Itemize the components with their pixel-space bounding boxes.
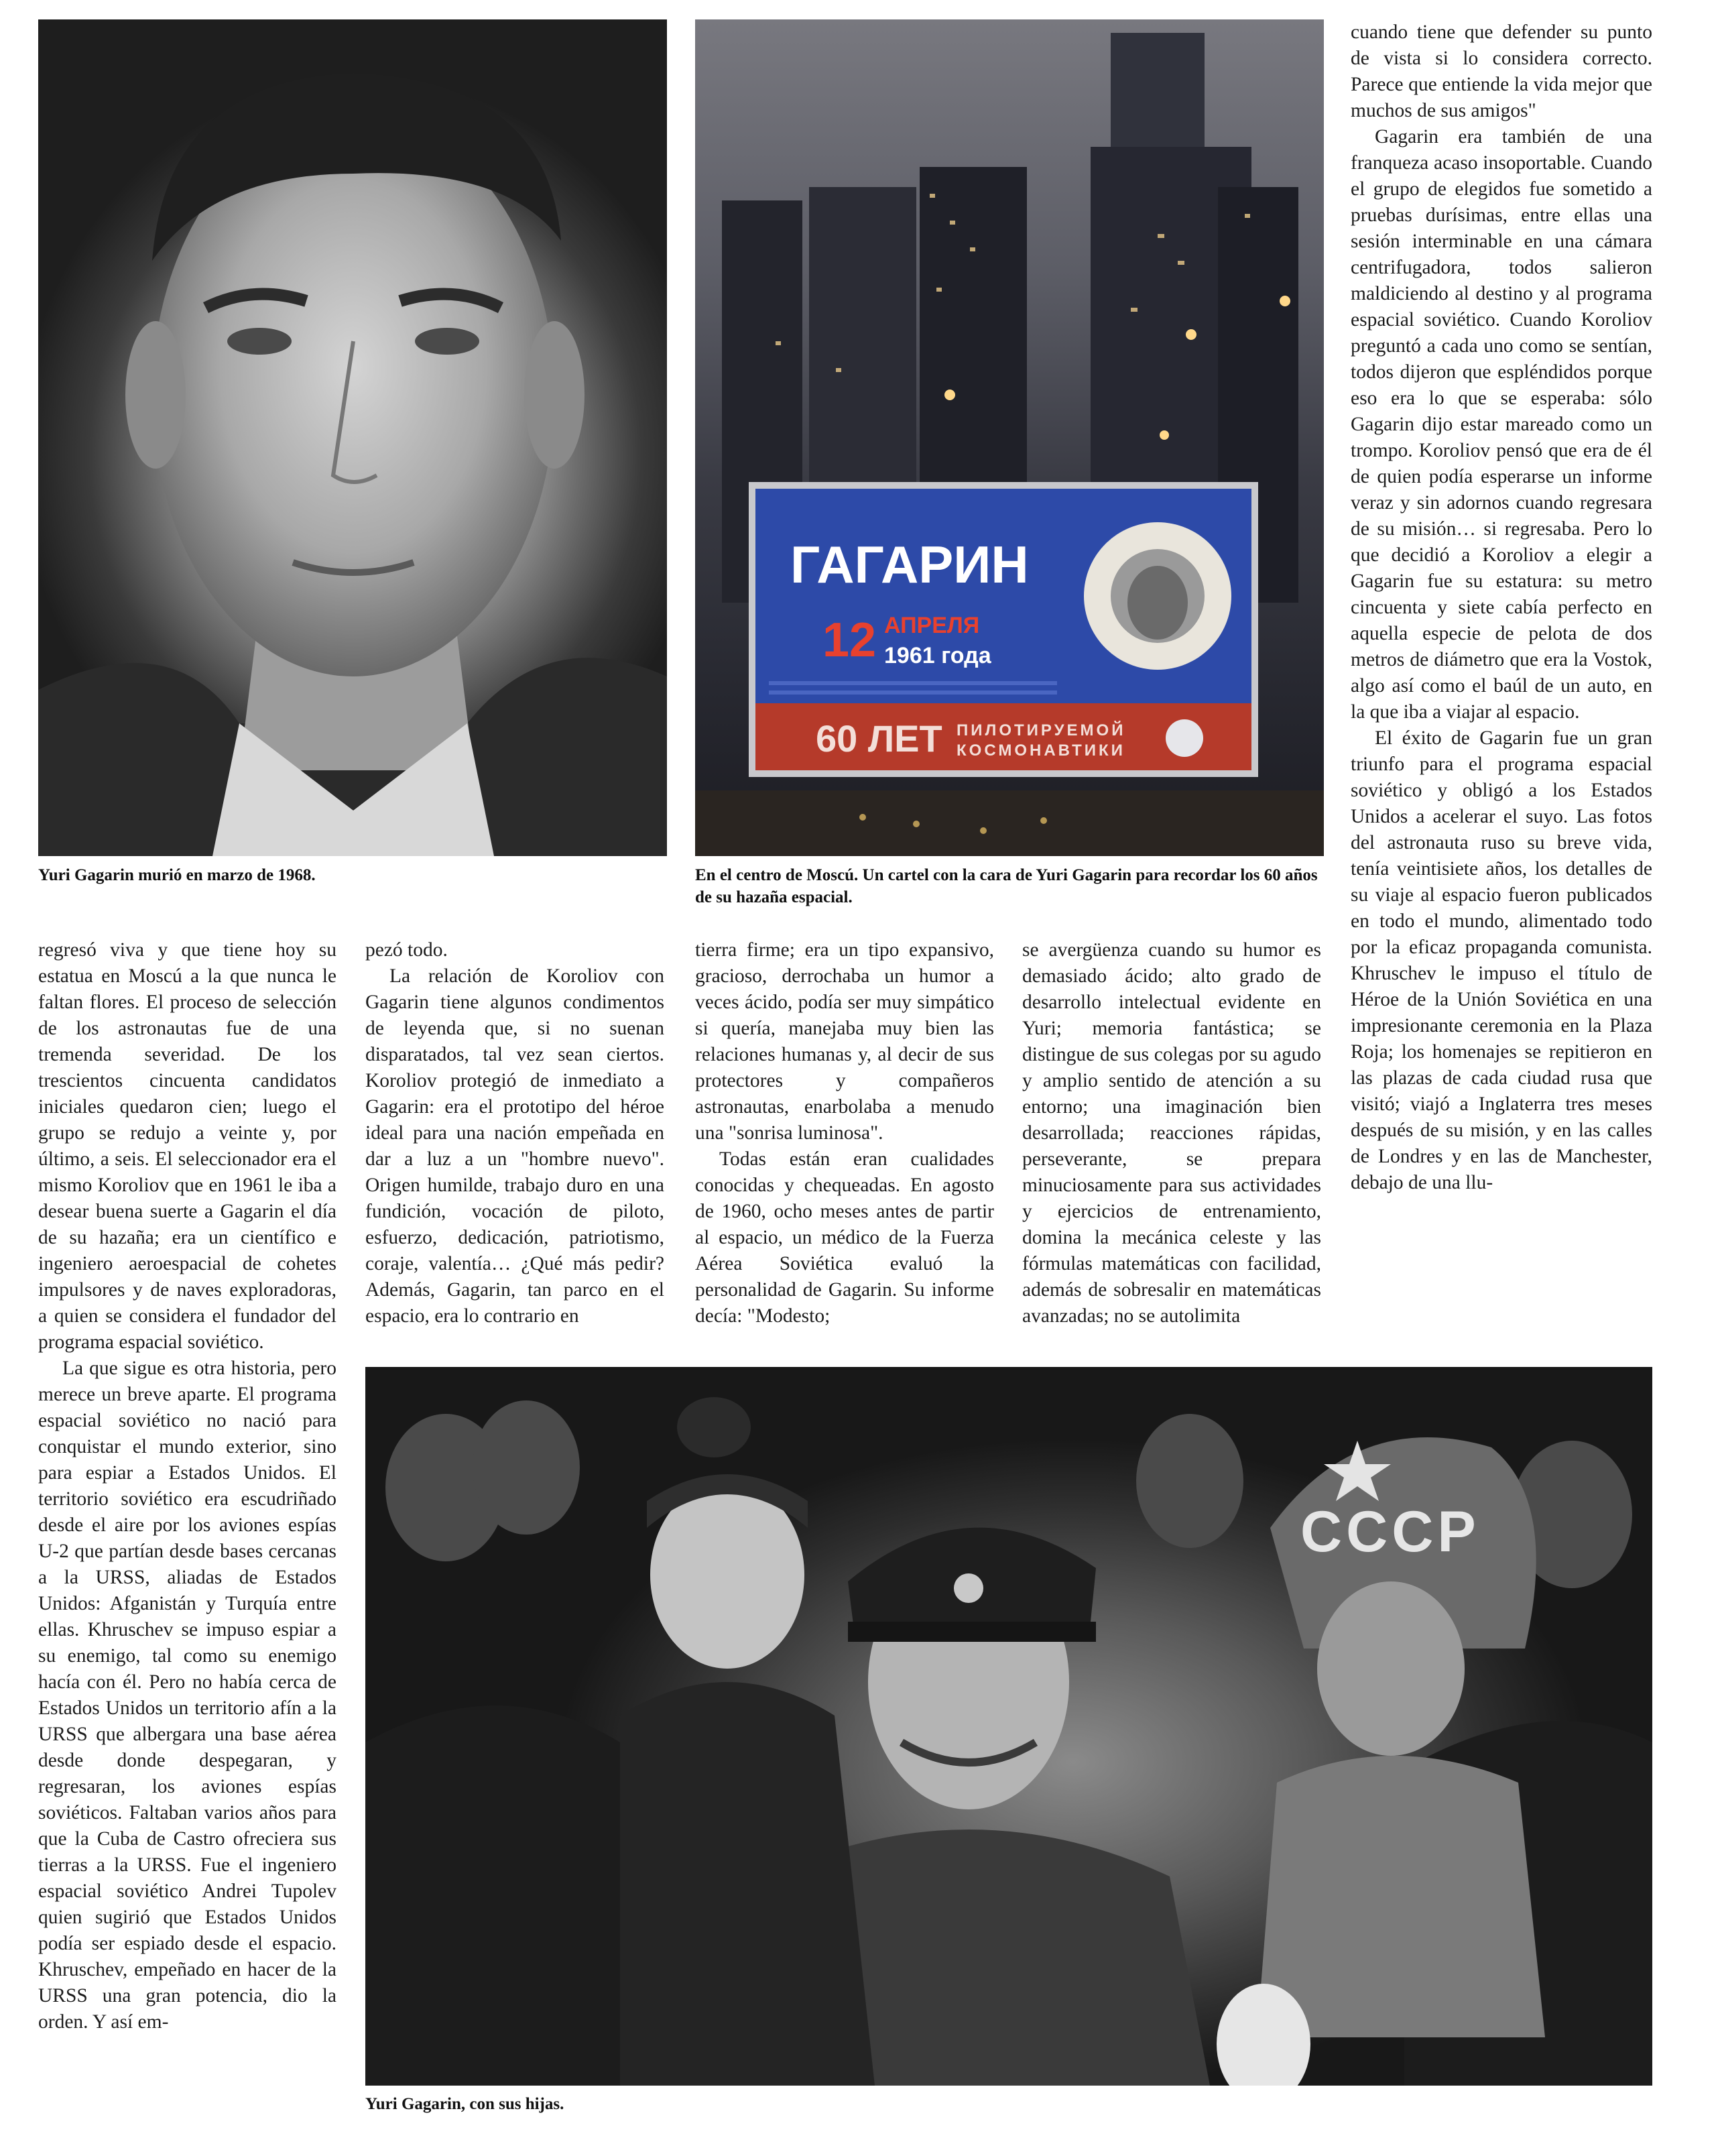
article-paragraph: tierra firme; era un tipo expansivo, gracioso, derrochaba un humor a veces ácido, podía ser muy simpático si quería, manejaba muy bien las relaciones humanas y, al decir de sus protectores y compañeros astronautas, enarbolaba a menudo una "sonrisa luminosa".: [695, 939, 994, 1144]
portrait-illustration: [38, 19, 667, 856]
article-column-3: [695, 937, 994, 1361]
billboard-day: 12: [822, 613, 877, 667]
article-column-2: [365, 937, 664, 1361]
article-paragraph: La que sigue es otra historia, pero merece un breve aparte. El programa espacial soviético no nació para conquistar el mundo exterior, sino para espiar a Estados Unidos. El territorio soviético era escudriñado desde el aire por los aviones espías U-2 que partían desde bases cercanas a la URSS, aliadas de Estados Unidos: Afganistán y Turquía entre ellas. Khruschev se impuso espiar a su enemigo, tal como su enemigo hacía con él. Pero no había cerca de Estados Unidos un territorio afín a la URSS que albergara una base aérea desde donde despegaran, y regresaran, los aviones espías soviéticos. Faltaban varios años para que la Cuba de Castro ofreciera sus tierras a la URSS. Fue el ingeniero espacial soviético Andrei Tupolev quien sugirió que Estados Unidos podía ser espiado desde el espacio. Khruschev, empeñado en hacer de la URSS una gran potencia, dio la orden. Y así em-: [38, 1358, 336, 2033]
daughters-illustration: [365, 1367, 1652, 2086]
billboard-name: ГАГАРИН: [790, 535, 1029, 594]
moscow-billboard-photo: [695, 19, 1324, 856]
billboard-emblem-icon: [1166, 719, 1203, 757]
moscow-caption: En el centro de Moscú. Un cartel con la cara de Yuri Gagarin para recordar los 60 años de su hazaña espacial.: [695, 866, 1318, 906]
daughters-photo: [365, 1367, 1652, 2086]
billboard-subtitle-2: КОСМОНАВТИКИ: [957, 741, 1125, 760]
helmet-text: СССР: [1300, 1500, 1480, 1564]
billboard-month: АПРЕЛЯ: [884, 613, 980, 638]
article-paragraph: cuando tiene que defender su punto de vista si lo considera correcto. Parece que entiende la vida mejor que muchos de sus amigos": [1351, 21, 1652, 121]
article-paragraph: El éxito de Gagarin fue un gran triunfo para el programa espacial soviético y obligó a los Estados Unidos a acelerar el suyo. Las fotos del astronauta ruso su breve vida, tenía veintisiete años, los detalles de su viaje al espacio fueron publicados en todo el mundo, alimentado todo por la eficaz propaganda comunista. Khruschev le impuso el título de Héroe de la Unión Soviética en una impresionante ceremonia en la Plaza Roja; los homenajes se repitieron en las plazas de cada ciudad rusa que visitó; viajó a Inglaterra tres meses después de su misión, y en las calles de Londres y en las de Manchester, debajo de una llu-: [1351, 727, 1652, 1193]
billboard-years: 60 ЛЕТ: [816, 717, 942, 760]
article-paragraph: Gagarin era también de una franqueza acaso insoportable. Cuando el grupo de elegidos fue sometido a pruebas durísimas, entre ellas una sesión interminable en una cámara centrifugadora, todos salieron maldiciendo al destino y al programa espacial soviético. Cuando Koroliov preguntó a cada uno como se sentían, todos dijeron que espléndidos porque eso era lo que se esperaba: sólo Gagarin dijo estar mareado como un trompo. Koroliov pensó que era de él de quien podía esperarse un informe veraz y sin adornos cuando regresara de su misión… si regresaba. Pero lo que decidió a Koroliov a elegir a Gagarin fue su estatura: su metro cincuenta y siete cabía perfecto en aquella especie de pelota de dos metros de diámetro que era la Vostok, algo así como el baúl de un auto, en la que iba a viajar al espacio.: [1351, 126, 1652, 723]
moscow-skyline-illustration: [695, 19, 1324, 856]
billboard-subtitle-1: ПИЛОТИРУЕМОЙ: [957, 721, 1126, 739]
billboard-year: 1961 года: [884, 643, 991, 668]
article-paragraph: La relación de Koroliov con Gagarin tiene algunos condimentos de leyenda que, si no suenan disparatados, tal vez sean ciertos. Koroliov protegió de inmediato a Gagarin: era el prototipo del héroe ideal para una nación empeñada en dar a luz a un "hombre nuevo". Origen humilde, trabajo duro en una fundición, vocación de piloto, esfuerzo, dedicación, patriotismo, coraje, valentía… ¿Qué más pedir? Además, Gagarin, tan parco en el espacio, era lo contrario en: [365, 965, 664, 1327]
portrait-caption: Yuri Gagarin murió en marzo de 1968.: [38, 866, 316, 884]
article-column-5: [1351, 19, 1652, 1361]
article-paragraph: regresó viva y que tiene hoy su estatua en Moscú a la que nunca le faltan flores. El proceso de selección de los astronautas fue de una tremenda severidad. De los trescientos cincuenta candidatos iniciales quedaron cien; luego el grupo se redujo a veinte y, por último, a seis. El seleccionador era el mismo Koroliov que en 1961 le iba a desear buena suerte a Gagarin el día de su hazaña; era un científico e ingeniero aeroespacial de cohetes impulsores y de naves exploradoras, a quien se considera el fundador del programa espacial soviético.: [38, 939, 336, 1353]
article-column-4: [1022, 937, 1321, 1361]
article-column-1: [38, 937, 336, 2137]
article-paragraph: pezó todo.: [365, 939, 448, 961]
portrait-photo: [38, 19, 667, 856]
daughters-caption: Yuri Gagarin, con sus hijas.: [365, 2095, 564, 2113]
article-paragraph: Todas están eran cualidades conocidas y chequeadas. En agosto de 1960, ocho meses antes de partir al espacio, un médico de la Fuerza Aérea Soviética evaluó la personalidad de Gagarin. Su informe decía: "Modesto;: [695, 1148, 994, 1327]
article-paragraph: se avergüenza cuando su humor es demasiado ácido; alto grado de desarrollo intelectual evidente en Yuri; memoria fantástica; se distingue de sus colegas por su agudo y amplio sentido de atención a su entorno; una imaginación bien desarrollada; reacciones rápidas, perseverante, se prepara minuciosamente para sus actividades y ejercicios de entrenamiento, domina la mecánica celeste y las fórmulas matemáticas con facilidad, además de sobresalir en matemáticas avanzadas; no se autolimita: [1022, 939, 1321, 1327]
